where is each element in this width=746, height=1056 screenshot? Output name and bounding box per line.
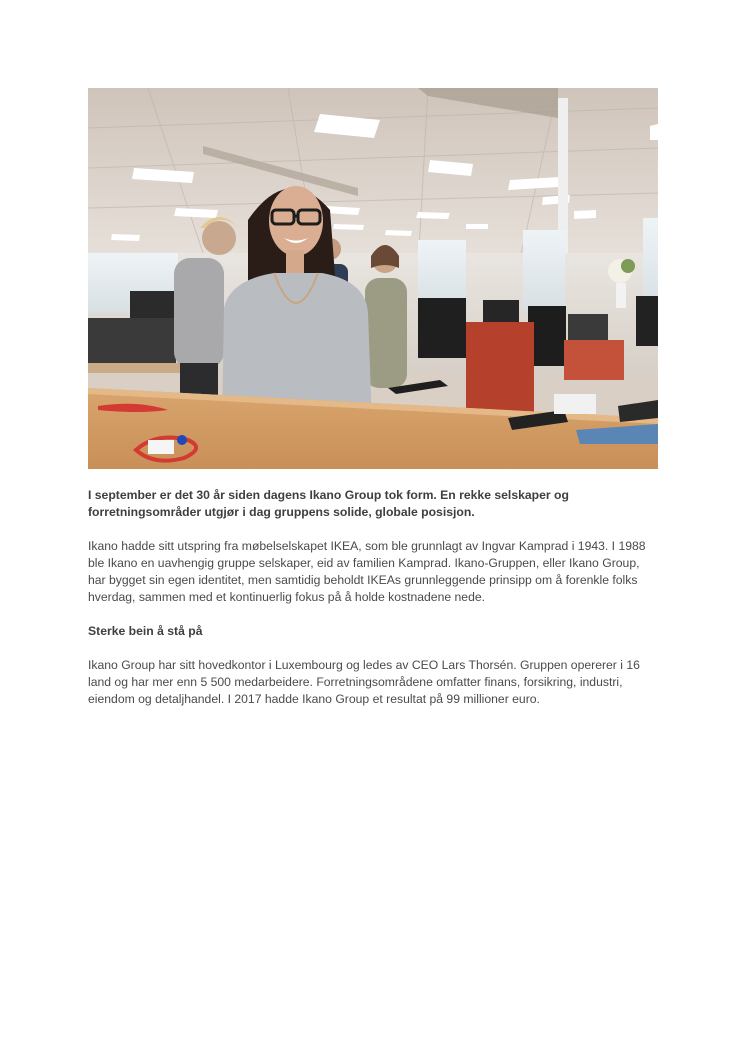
article-lead: I september er det 30 år siden dagens Ikano Group tok form. En rekke selskaper og forretningsområder utgjør i dag gruppens solide, globale posisjon. (88, 488, 569, 519)
article-photo (88, 88, 658, 469)
article-paragraph-1: Ikano hadde sitt utspring fra møbelselskapet IKEA, som ble grunnlagt av Ingvar Kamprad i 1943. I 1988 ble Ikano en uavhengig gruppe selskaper, eid av familien Kamprad. Ikano-Gruppen, eller Ikano Group, har bygget sin egen identitet, men samtidig beholdt IKEAs grunnleggende prinsipp om å forenkle folks hverdag, sammen med et kontinuerlig fokus på å holde kostnadene nede. (88, 539, 646, 604)
article-subheading: Sterke bein å stå på (88, 624, 203, 638)
article-paragraph-2: Ikano Group har sitt hovedkontor i Luxembourg og ledes av CEO Lars Thorsén. Gruppen opererer i 16 land og har mer enn 5 500 medarbeidere. Forretningsområdene omfatter finans, forsikring, industri, eiendom og detaljhandel. I 2017 hadde Ikano Group et resultat på 99 millioner euro. (88, 658, 640, 706)
article-body (88, 487, 660, 725)
